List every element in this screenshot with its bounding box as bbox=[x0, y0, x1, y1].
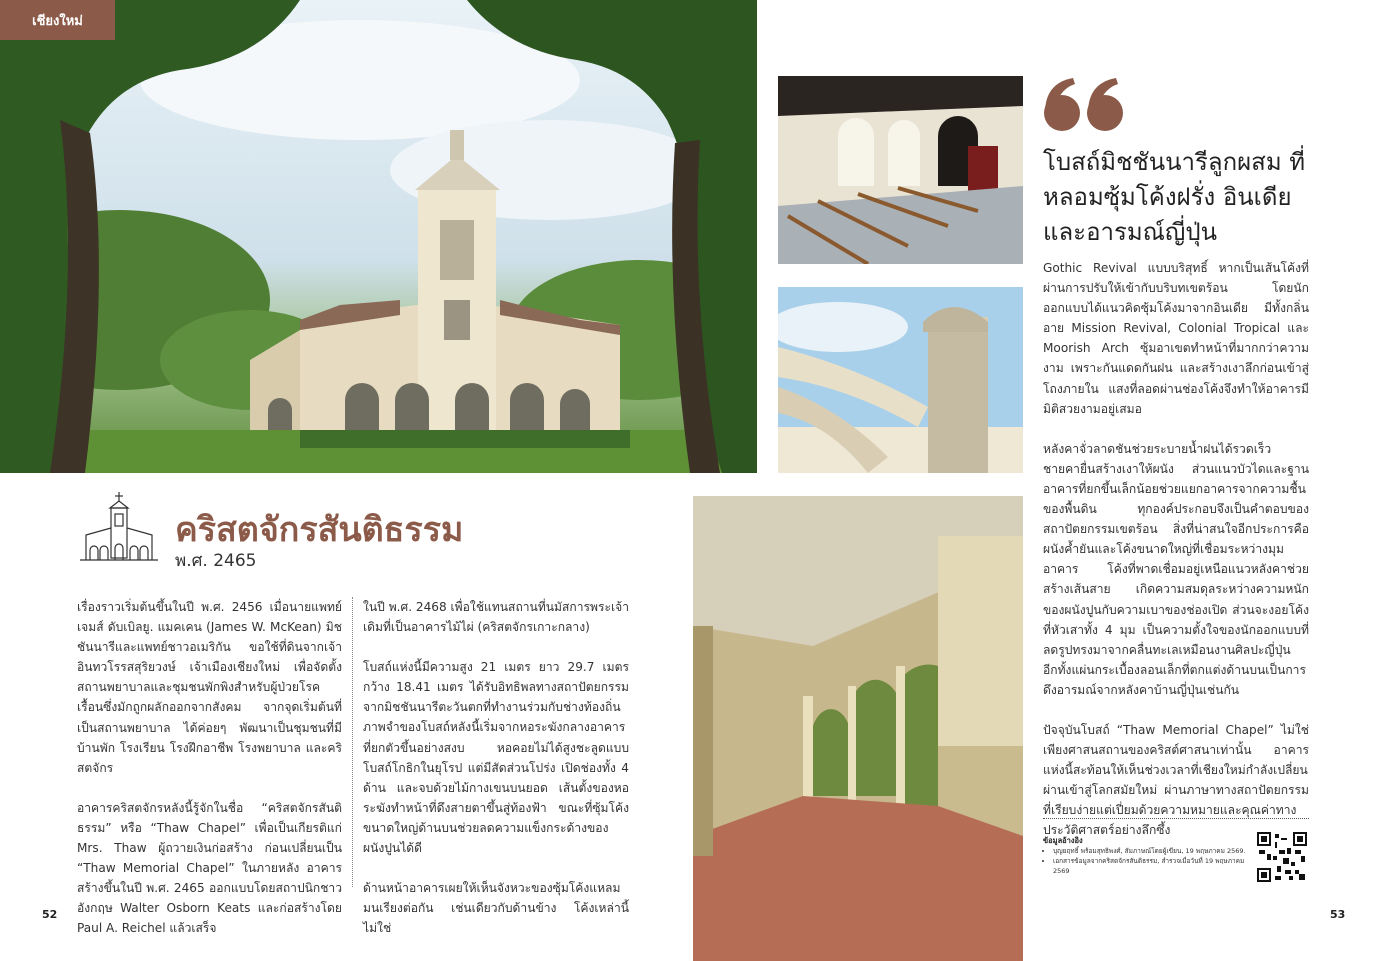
article-subtitle: พ.ศ. 2465 bbox=[175, 551, 257, 571]
paragraph: Gothic Revival แบบบริสุทธิ์ หากเป็นเส้นโค้งที่ผ่านการปรับให้เข้ากับบริบทเขตร้อน โดยนักออกแบบได้แนวคิดซุ้มโค้งมาจากอินเดีย มีทั้งกลิ่นอาย Mission Revival, Colonial Tropical และ Moorish Arch ซุ้มอาเขตทำหน้าที่มากกว่าความงาม เพราะกันแดดกันฝน และสร้างเงาลึกก่อนเข้าสู่โถงภายใน แสงที่ลอดผ่านช่องโค้งจึงทำให้อาคารมีมิติสวยงามอยู่เสมอ bbox=[1043, 261, 1309, 416]
body-column-3 bbox=[1043, 258, 1309, 861]
section-tag: เชียงใหม่ bbox=[0, 0, 115, 40]
paragraph: ด้านหน้าอาคารเผยให้เห็นจังหวะของซุ้มโค้งแหลมมนเรียงต่อกัน เช่นเดียวกับด้านข้าง โค้งเหล่านี้ไม่ใช่ bbox=[363, 881, 629, 936]
reference-item: • บุญยฤทธิ์ พร้อมสุทธิพงศ์, สัมภาษณ์โดยผู้เขียน, 19 พฤษภาคม 2569. bbox=[1053, 846, 1253, 856]
hero-photo-church bbox=[0, 0, 757, 473]
references-divider bbox=[1043, 818, 1309, 819]
quote-mark-icon bbox=[1043, 78, 1125, 132]
interior-photo bbox=[778, 76, 1023, 264]
arcade-photo bbox=[693, 496, 1023, 961]
body-column-2 bbox=[363, 597, 629, 958]
headline: โบสถ์มิชชันนารีลูกผสม ที่หลอมซุ้มโค้งฝรั่ง อินเดีย และอารมณ์ญี่ปุ่น bbox=[1043, 148, 1306, 246]
detail-photo bbox=[778, 287, 1023, 473]
paragraph: หลังคาจั่วลาดชันช่วยระบายน้ำฝนได้รวดเร็ว ชายคายื่นสร้างเงาให้ผนัง ส่วนแนวบัวไดและฐานอาคารที่ยกขึ้นเล็กน้อยช่วยแยกอาคารจากความชื้นของพื้นดิน ทุกองค์ประกอบจึงเป็นคำตอบของสถาปัตยกรรมเขตร้อน สิ่งที่น่าสนใจอีกประการคือผนังค้ำยันและโค้งขนาดใหญ่ที่เชื่อมระหว่างมุมอาคาร โค้งที่พาดเชื่อมอยู่เหนือแนวหลังคาช่วยสร้างเส้นสาย เกิดความสมดุลระหว่างความหนักของผนังปูนกับความเบาของช่องเปิด ส่วนจะงอยโค้งที่หัวเสาทั้ง 4 มุม เป็นความตั้งใจของนักออกแบบที่ลดรูปทรงมาจากคลื่นทะเลเหมือนงานศิลปะญี่ปุ่น อีกทั้งแผ่นกระเบื้องลอนเล็กที่ตกแต่งด้านบนเป็นการดึงอารมณ์จากหลังคาบ้านญี่ปุ่นเช่นกัน bbox=[1043, 441, 1309, 697]
paragraph: อาคารคริสตจักรหลังนี้รู้จักในชื่อ “คริสตจักรสันติธรรม” หรือ “Thaw Chapel” เพื่อเป็นเกียรติแก่ Mrs. Thaw ผู้ถวายเงินก่อสร้าง ก่อนเปลี่ยนเป็น “Thaw Memorial Chapel” ในภายหลัง อาคารสร้างขึ้นในปี พ.ศ. 2465 ออกแบบโดยสถาปนิกชาวอังกฤษ Walter Osborn Keats และก่อสร้างโดย Paul A. Reichel แล้วเสร็จ bbox=[77, 800, 342, 936]
page-number-left: 52 bbox=[42, 908, 58, 921]
reference-item: • เอกสารข้อมูลจากคริสตจักรสันติธรรม, สำรวจเมื่อวันที่ 19 พฤษภาคม 2569 bbox=[1053, 856, 1253, 876]
body-column-1 bbox=[77, 597, 342, 959]
article-title: คริสตจักรสันติธรรม bbox=[175, 510, 464, 550]
references-list bbox=[1043, 846, 1253, 876]
paragraph: โบสถ์แห่งนี้มีความสูง 21 เมตร ยาว 29.7 เมตร กว้าง 18.41 เมตร ได้รับอิทธิพลทางสถาปัตยกรรมจากมิชชันนารีตะวันตกที่ทำงานร่วมกับช่างท้องถิ่น ภาพจำของโบสถ์หลังนี้เริ่มจากหอระฆังกลางอาคารที่ยกตัวขึ้นอย่างสงบ หอคอยไม่ได้สูงชะลูดแบบโบสถ์โกธิกในยุโรป แต่มีสัดส่วนโปร่ง เปิดช่องทั้ง 4 ด้าน และจบด้วยไม้กางเขนบนยอด เส้นตั้งของหอระฆังทำหน้าที่ดึงสายตาขึ้นสู่ท้องฟ้า ขณะที่ซุ้มโค้งขนาดใหญ่ด้านบนช่วยลดความแข็งกระด้างของผนังปูนได้ดี bbox=[363, 660, 629, 856]
column-divider bbox=[352, 597, 353, 887]
qr-code[interactable] bbox=[1257, 832, 1307, 882]
paragraph: ปัจจุบันโบสถ์ “Thaw Memorial Chapel” ไม่ใช่เพียงศาสนสถานของคริสต์ศาสนาเท่านั้น อาคารแห่งนี้สะท้อนให้เห็นช่วงเวลาที่เชียงใหม่กำลังเปลี่ยนผ่านเข้าสู่โลกสมัยใหม่ ผ่านภาษาทางสถาปัตยกรรมที่เรียบง่ายแต่เปี่ยมด้วยความหมายและคุณค่าทางประวัติศาสตร์อย่างลึกซึ้ง bbox=[1043, 722, 1309, 838]
paragraph: เรื่องราวเริ่มต้นขึ้นในปี พ.ศ. 2456 เมื่อนายแพทย์เจมส์ ดับเบิลยู. แมคเคน (James W. McKean) มิชชันนารีและแพทย์ชาวอเมริกัน ขอใช้ที่ดินจากเจ้าอินทวโรรสสุริยวงษ์ เจ้าเมืองเชียงใหม่ เพื่อจัดตั้งสถานพยาบาลและชุมชนพักพิงสำหรับผู้ป่วยโรคเรื้อนซึ่งมักถูกผลักออกจากสังคม จากจุดเริ่มต้นที่เป็นสถานพยาบาล ได้ค่อยๆ พัฒนาเป็นชุมชนที่มีบ้านพัก โรงเรียน โรงฝึกอาชีพ โรงพยาบาล และคริสตจักร bbox=[77, 600, 342, 775]
page-number-right: 53 bbox=[1330, 908, 1346, 921]
church-sketch-icon bbox=[78, 490, 160, 568]
references-title: ข้อมูลอ้างอิง bbox=[1043, 836, 1083, 845]
paragraph: ในปี พ.ศ. 2468 เพื่อใช้แทนสถานที่นมัสการพระเจ้าเดิมที่เป็นอาคารไม้ไผ่ (คริสตจักรเกาะกลาง) bbox=[363, 600, 629, 635]
